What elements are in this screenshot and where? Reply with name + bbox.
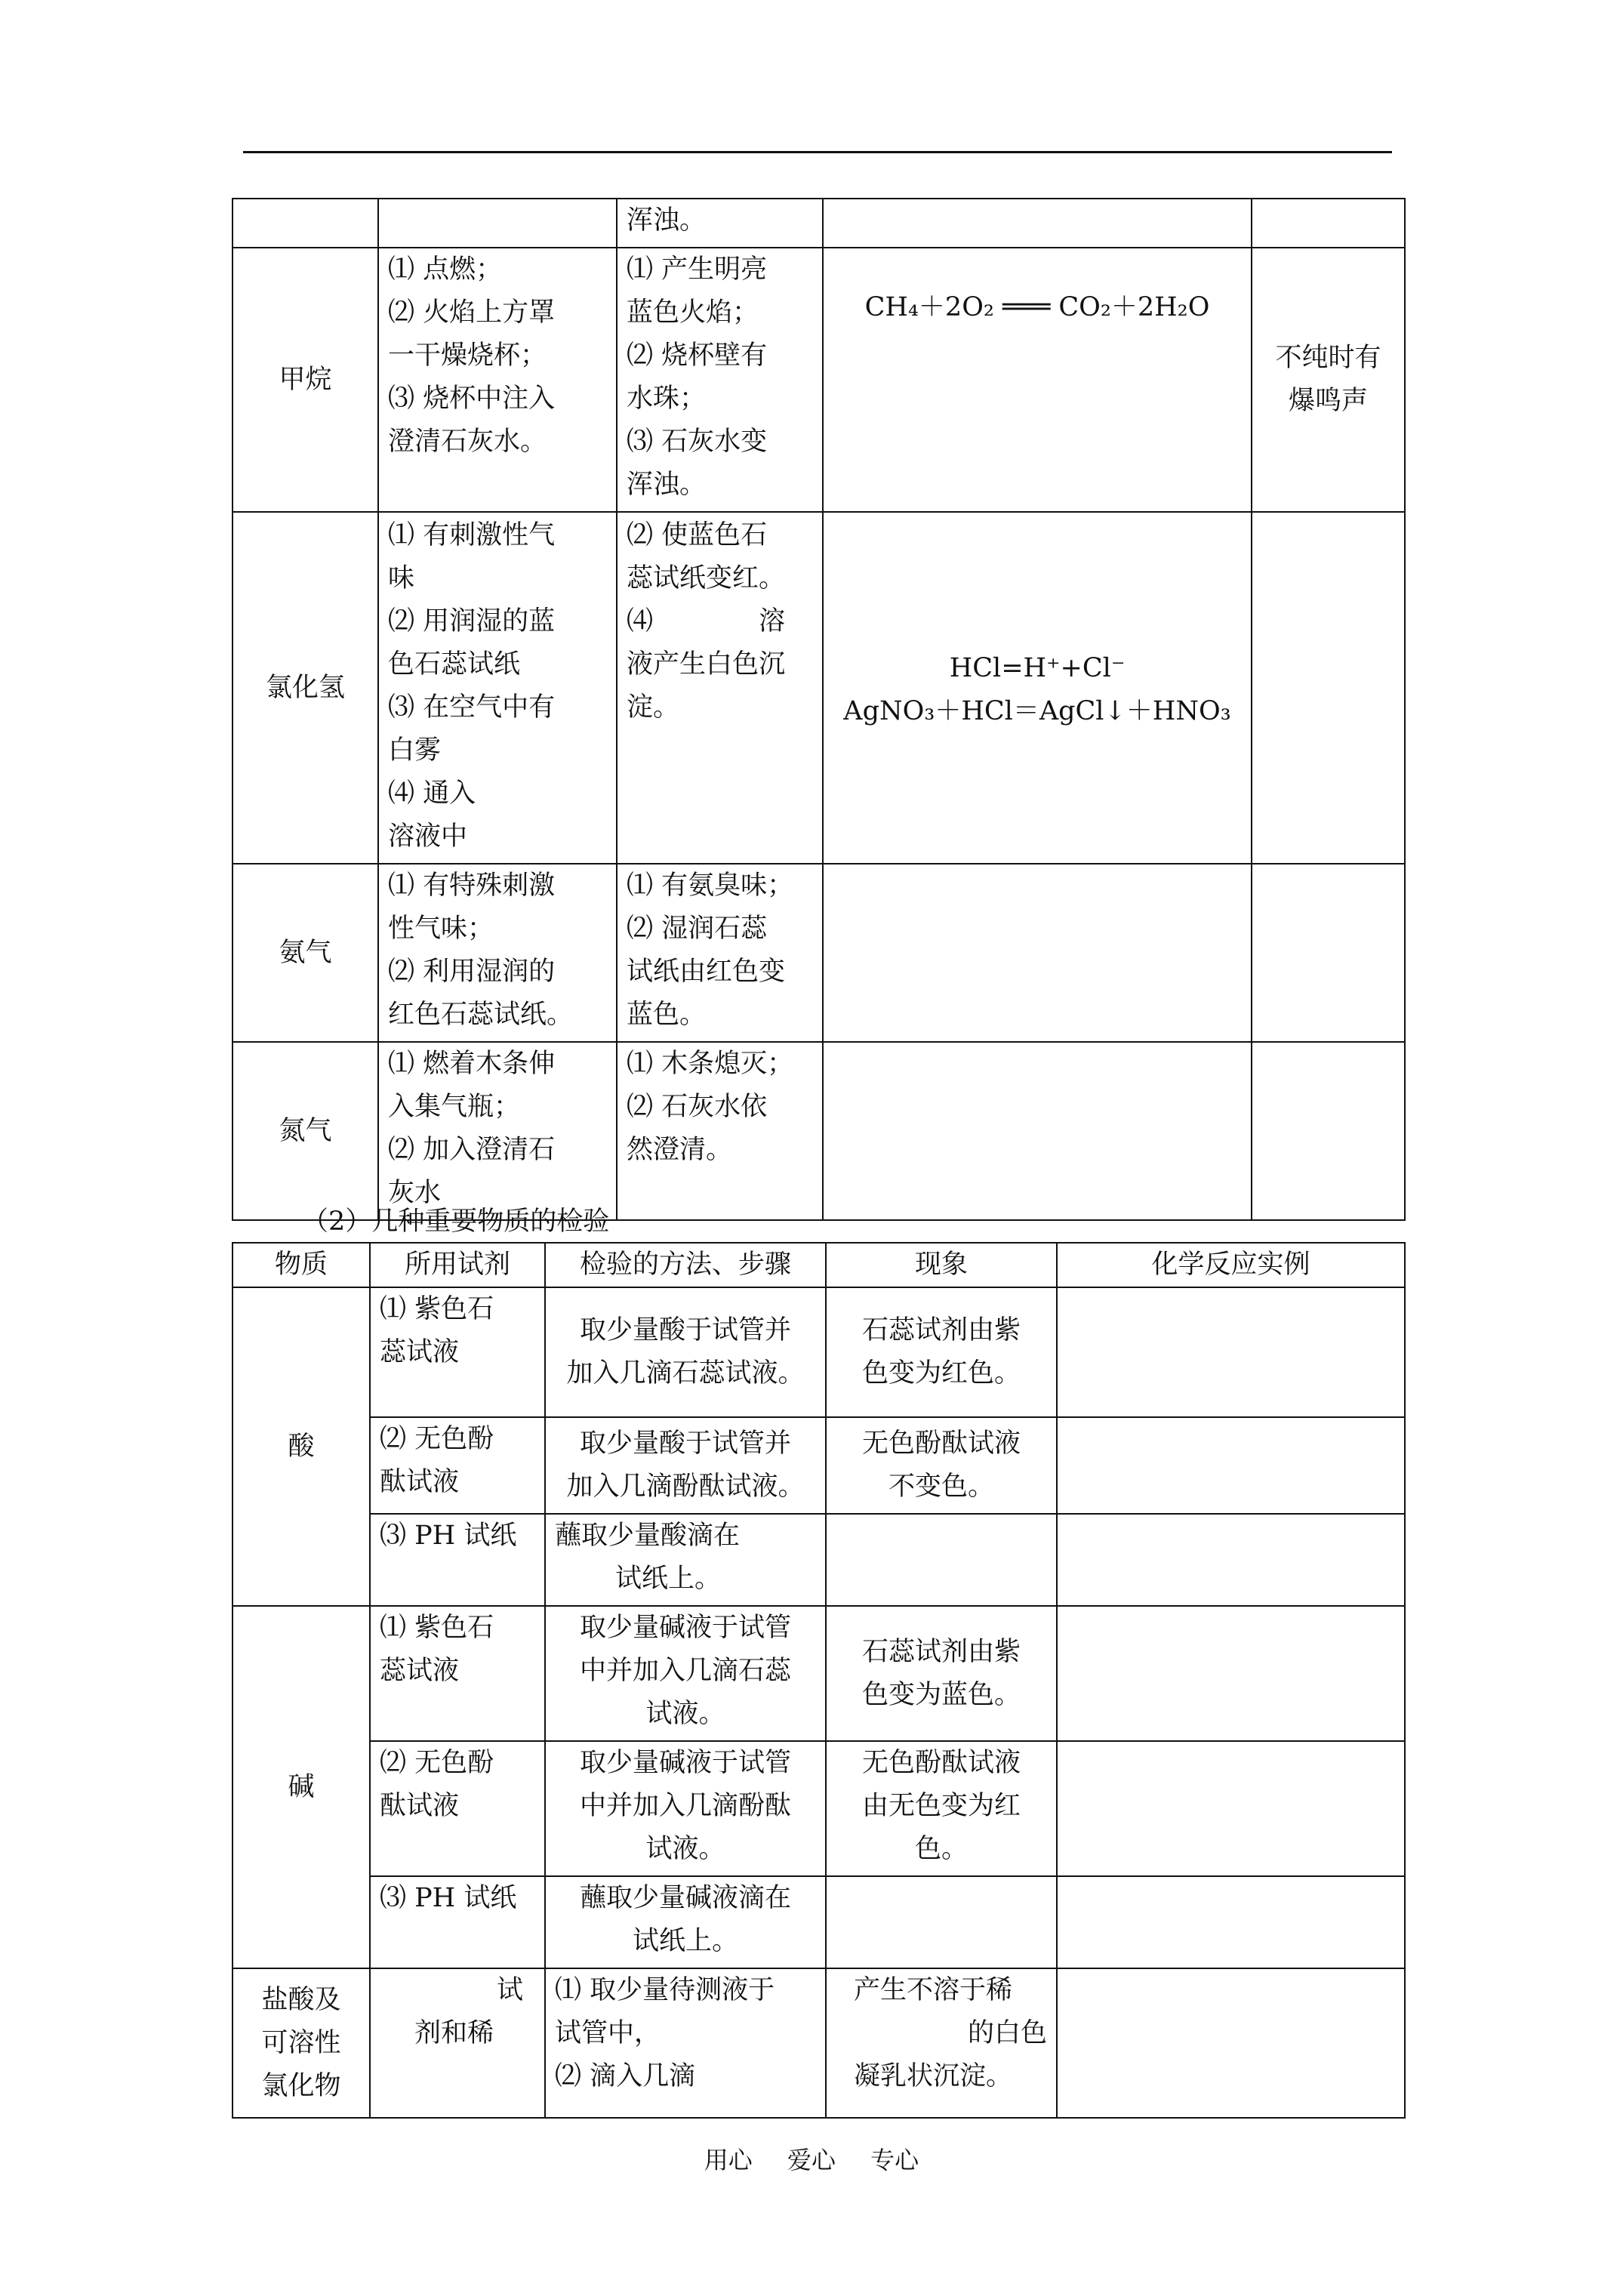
reagent-cell: ⑶ PH 试纸 <box>370 1514 545 1606</box>
column-header-substance: 物质 <box>233 1243 370 1287</box>
reagent-cell: ⑴ 紫色石 蕊试液 <box>370 1606 545 1741</box>
note-cell <box>1252 199 1405 248</box>
phenomenon-cell: 无色酚酞试液 由无色变为红 色。 <box>826 1741 1057 1876</box>
reagent-cell: ⑵ 无色酚 酞试液 <box>370 1417 545 1514</box>
footer-text-3: 专心 <box>870 2146 919 2174</box>
substance-cell: 盐酸及 可溶性 氯化物 <box>233 1968 370 2118</box>
example-cell <box>1057 1606 1405 1741</box>
footer-text-1: 用心 <box>704 2146 753 2174</box>
gas-identification-table-continued <box>232 198 1406 1221</box>
footer-text-2: 爱心 <box>787 2146 836 2174</box>
method-cell: ⑴ 取少量待测液于 试管中， ⑵ 滴入几滴 <box>545 1968 826 2118</box>
example-cell <box>1057 1514 1405 1606</box>
header-rule <box>243 151 1392 153</box>
example-cell <box>1057 1968 1405 2118</box>
silver-nitrate-reaction-equation: AgNO₃＋HCl＝AgCl↓＋HNO₃ <box>843 696 1231 726</box>
phenomenon-cell: ⑴ 有氨臭味； ⑵ 湿润石蕊 试纸由红色变 蓝色。 <box>617 864 823 1042</box>
phenomenon-cell <box>826 1514 1057 1606</box>
page-footer <box>0 2141 1623 2176</box>
column-header-phenomenon: 现象 <box>826 1243 1057 1287</box>
table-row <box>233 1606 1405 1741</box>
method-cell: ⑴ 点燃； ⑵ 火焰上方罩 一干燥烧杯； ⑶ 烧杯中注入 澄清石灰水。 <box>378 248 617 512</box>
column-header-method: 检验的方法、步骤 <box>545 1243 826 1287</box>
substance-cell: 碱 <box>233 1606 370 1968</box>
method-cell: 蘸取少量碱液滴在 试纸上。 <box>545 1876 826 1968</box>
note-cell: 不纯时有 爆鸣声 <box>1252 248 1405 512</box>
table-row <box>233 248 1405 512</box>
phenomenon-cell: 产生不溶于稀 的白色 凝乳状沉淀。 <box>826 1968 1057 2118</box>
equation-cell <box>823 512 1252 864</box>
table-row <box>233 864 1405 1042</box>
table-row <box>233 1876 1405 1968</box>
note-cell <box>1252 512 1405 864</box>
gas-name-cell: 氨气 <box>233 864 378 1042</box>
table-row <box>233 1042 1405 1220</box>
column-header-example: 化学反应实例 <box>1057 1243 1405 1287</box>
method-cell: ⑴ 燃着木条伸 入集气瓶； ⑵ 加入澄清石 灰水 <box>378 1042 617 1220</box>
equation-cell <box>823 248 1252 512</box>
gas-name-cell: 甲烷 <box>233 248 378 512</box>
method-cell: 取少量酸于试管并 加入几滴酚酞试液。 <box>545 1417 826 1514</box>
phenomenon-cell: 石蕊试剂由紫 色变为蓝色。 <box>826 1606 1057 1741</box>
phenomenon-cell <box>826 1876 1057 1968</box>
phenomenon-cell: ⑵ 使蓝色石 蕊试纸变红。 ⑷ 溶 液产生白色沉 淀。 <box>617 512 823 864</box>
method-cell: 取少量碱液于试管 中并加入几滴石蕊 试液。 <box>545 1606 826 1741</box>
reagent-cell: ⑴ 紫色石 蕊试液 <box>370 1287 545 1417</box>
methane-combustion-equation: CH₄＋2O₂ ═══ CO₂＋2H₂O <box>864 292 1210 322</box>
note-cell <box>1252 1042 1405 1220</box>
table-row <box>233 512 1405 864</box>
method-cell: 取少量碱液于试管 中并加入几滴酚酞 试液。 <box>545 1741 826 1876</box>
table-row <box>233 1417 1405 1514</box>
reagent-cell: ⑵ 无色酚 酞试液 <box>370 1741 545 1876</box>
phenomenon-cell: 无色酚酞试液 不变色。 <box>826 1417 1057 1514</box>
method-cell: 取少量酸于试管并 加入几滴石蕊试液。 <box>545 1287 826 1417</box>
reagent-cell: 试 剂和稀 <box>370 1968 545 2118</box>
table-row <box>233 1514 1405 1606</box>
column-header-reagent: 所用试剂 <box>370 1243 545 1287</box>
gas-name-cell: 氯化氢 <box>233 512 378 864</box>
section-caption: （2）几种重要物质的检验 <box>302 1207 610 1237</box>
equation-cell <box>823 199 1252 248</box>
substance-cell: 酸 <box>233 1287 370 1606</box>
example-cell <box>1057 1287 1405 1417</box>
method-cell: 蘸取少量酸滴在 试纸上。 <box>545 1514 826 1606</box>
note-cell <box>1252 864 1405 1042</box>
reagent-cell: ⑶ PH 试纸 <box>370 1876 545 1968</box>
table-row <box>233 1287 1405 1417</box>
example-cell <box>1057 1741 1405 1876</box>
table-row <box>233 199 1405 248</box>
phenomenon-cell: ⑴ 木条熄灭； ⑵ 石灰水依 然澄清。 <box>617 1042 823 1220</box>
method-cell <box>378 199 617 248</box>
phenomenon-cell: 浑浊。 <box>617 199 823 248</box>
method-cell: ⑴ 有特殊刺激 性气味； ⑵ 利用湿润的 红色石蕊试纸。 <box>378 864 617 1042</box>
example-cell <box>1057 1876 1405 1968</box>
table-header-row <box>233 1243 1405 1287</box>
gas-name-cell: 氮气 <box>233 1042 378 1220</box>
table-row <box>233 1968 1405 2118</box>
phenomenon-cell: 石蕊试剂由紫 色变为红色。 <box>826 1287 1057 1417</box>
phenomenon-cell: ⑴ 产生明亮 蓝色火焰； ⑵ 烧杯壁有 水珠； ⑶ 石灰水变 浑浊。 <box>617 248 823 512</box>
equation-cell <box>823 1042 1252 1220</box>
method-cell: ⑴ 有刺激性气 味 ⑵ 用润湿的蓝 色石蕊试纸 ⑶ 在空气中有 白雾 ⑷ 通入 溶液中 <box>378 512 617 864</box>
example-cell <box>1057 1417 1405 1514</box>
substance-identification-table <box>232 1242 1406 2119</box>
table-row <box>233 1741 1405 1876</box>
gas-name-cell <box>233 199 378 248</box>
equation-cell <box>823 864 1252 1042</box>
hcl-ionization-equation: HCl=H⁺+Cl⁻ <box>949 653 1126 683</box>
